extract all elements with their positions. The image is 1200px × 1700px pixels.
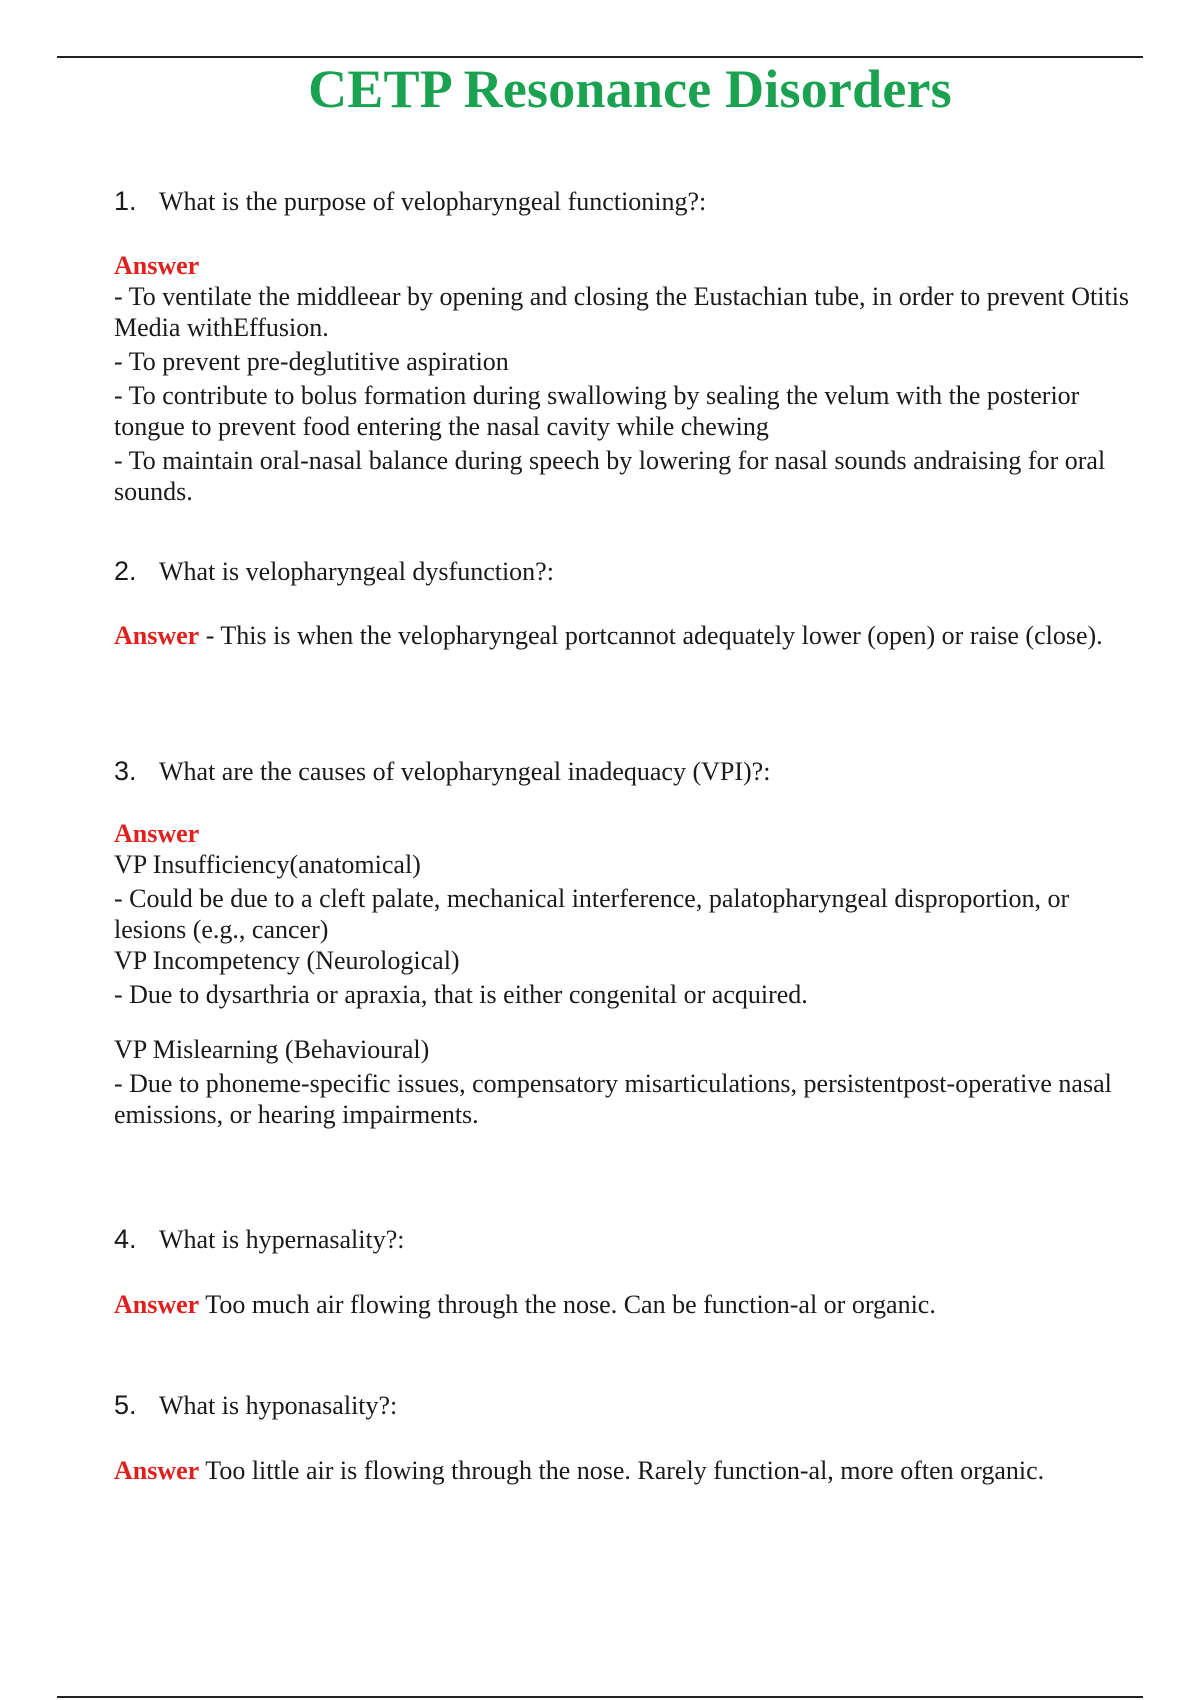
question-3 xyxy=(114,756,770,787)
question-number: 4. xyxy=(114,1224,137,1254)
answer-line: - To contribute to bolus formation during swallowing by sealing the velum with the posterior tongue to prevent food entering the nasal cavity while chewing xyxy=(114,381,1080,441)
bottom-rule xyxy=(57,1696,1143,1698)
question-number: 2. xyxy=(114,556,137,586)
question-text: What are the causes of velopharyngeal inadequacy (VPI)?: xyxy=(159,757,771,786)
answer-label: Answer xyxy=(114,1456,200,1485)
answer-label: Answer xyxy=(114,1290,200,1319)
answer-line: VP Insufficiency(anatomical) xyxy=(114,850,421,879)
question-4 xyxy=(114,1224,404,1255)
question-5 xyxy=(114,1390,397,1421)
answer-5 xyxy=(114,1455,1134,1486)
answer-4 xyxy=(114,1289,1134,1320)
answer-text: - This is when the velopharyngeal portcannot adequately lower (open) or raise (close). xyxy=(205,621,1103,650)
question-number: 5. xyxy=(114,1390,137,1420)
answer-label: Answer xyxy=(114,251,200,280)
answer-line: - Could be due to a cleft palate, mechanical interference, palatopharyngeal disproportion, or lesions (e.g., cancer) xyxy=(114,884,1070,944)
question-1 xyxy=(114,186,706,217)
question-text: What is hyponasality?: xyxy=(159,1391,398,1420)
answer-1 xyxy=(114,250,1134,507)
answer-3 xyxy=(114,818,1134,1130)
question-2 xyxy=(114,556,554,587)
answer-label: Answer xyxy=(114,819,200,848)
answer-text: Too little air is flowing through the nose. Rarely function-al, more often organic. xyxy=(205,1456,1045,1485)
question-text: What is hypernasality?: xyxy=(159,1225,405,1254)
page-title: CETP Resonance Disorders xyxy=(308,59,952,119)
answer-line: - Due to phoneme-specific issues, compensatory misarticulations, persistentpost-operative nasal emissions, or hearing impairments. xyxy=(114,1069,1112,1129)
question-text: What is velopharyngeal dysfunction?: xyxy=(159,557,554,586)
answer-line: - Due to dysarthria or apraxia, that is either congenital or acquired. xyxy=(114,980,808,1009)
answer-2 xyxy=(114,620,1134,651)
question-number: 1. xyxy=(114,186,137,216)
answer-line: - To prevent pre-deglutitive aspiration xyxy=(114,347,509,376)
answer-text: Too much air flowing through the nose. Can be function-al or organic. xyxy=(205,1290,936,1319)
answer-line: - To maintain oral-nasal balance during speech by lowering for nasal sounds andraising for oral sounds. xyxy=(114,446,1106,506)
answer-label: Answer xyxy=(114,621,200,650)
answer-line: - To ventilate the middleear by opening and closing the Eustachian tube, in order to prevent Otitis Media withEffusion. xyxy=(114,282,1130,342)
question-number: 3. xyxy=(114,756,137,786)
answer-line: VP Mislearning (Behavioural) xyxy=(114,1035,430,1064)
answer-line: VP Incompetency (Neurological) xyxy=(114,946,460,975)
question-text: What is the purpose of velopharyngeal functioning?: xyxy=(159,187,707,216)
